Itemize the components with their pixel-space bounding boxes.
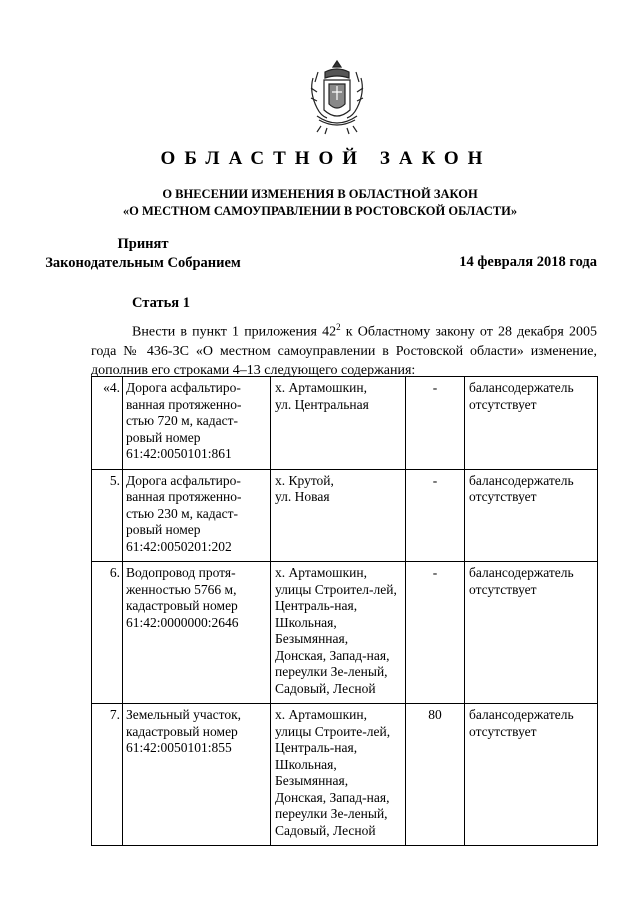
- address-line: х. Артамошкин, улицы Строите-лей, Централь-ная, Школьная, Безымянная, Донская, Запад-ная, переулки Зе-леный, Садовый, Лесной: [275, 707, 391, 838]
- table-row: [92, 562, 598, 704]
- balance-holder: балансодержатель отсутствует: [465, 469, 598, 562]
- address-line: ул. Центральная: [275, 396, 369, 412]
- adoption-label-line1: Принят: [117, 236, 169, 252]
- coat-of-arms-emblem: [305, 58, 369, 136]
- row-number: 6.: [92, 562, 123, 704]
- balance-holder: балансодержатель отсутствует: [465, 377, 598, 470]
- intro-superscript: 2: [336, 322, 341, 332]
- object-address: [271, 469, 406, 562]
- amendment-table: [91, 376, 598, 846]
- balance-holder: балансодержатель отсутствует: [465, 704, 598, 846]
- row-number: 7.: [92, 704, 123, 846]
- address-line: х. Артамошкин, улицы Строител-лей, Централь-ная, Школьная, Безымянная, Донская, Запад-ная, переулки Зе-леный, Садовый, Лесной: [275, 565, 397, 696]
- adoption-date: 14 февраля 2018 года: [459, 254, 597, 270]
- table-row: [92, 377, 598, 470]
- intro-part2: к Областному закону от 28 декабря 2005 года № 436-ЗС «О местном самоуправлении в Ростовской области» изменение, дополнив его строками 4–13 следующего содержания:: [91, 324, 597, 378]
- object-description: Дорога асфальтиро-ванная протяженно-стью 720 м, кадаст-ровый номер 61:42:0050101:861: [123, 377, 271, 470]
- row-number: «4.: [92, 377, 123, 470]
- object-value: -: [406, 377, 465, 470]
- object-value: -: [406, 469, 465, 562]
- address-line: ул. Новая: [275, 489, 330, 504]
- article-heading: Статья 1: [132, 295, 190, 311]
- object-address: [271, 377, 406, 470]
- address-line: х. Артамошкин,: [275, 380, 367, 395]
- object-address: [271, 562, 406, 704]
- object-description: Водопровод протя-женностью 5766 м, кадастровый номер 61:42:0000000:2646: [123, 562, 271, 704]
- law-title: ОБЛАСТНОЙ ЗАКОН: [160, 148, 492, 169]
- law-subtitle-line2: «О МЕСТНОМ САМОУПРАВЛЕНИИ В РОСТОВСКОЙ ОБЛАСТИ»: [122, 204, 518, 218]
- object-value: -: [406, 562, 465, 704]
- address-line: х. Крутой,: [275, 472, 334, 488]
- row-number: 5.: [92, 469, 123, 562]
- balance-holder: балансодержатель отсутствует: [465, 562, 598, 704]
- article-intro: [91, 318, 597, 380]
- table-row: [92, 469, 598, 562]
- law-subtitle-line1: О ВНЕСЕНИИ ИЗМЕНЕНИЯ В ОБЛАСТНОЙ ЗАКОН: [162, 187, 478, 201]
- object-description: Дорога асфальтиро-ванная протяженно-стью 230 м, кадаст-ровый номер 61:42:0050201:202: [123, 469, 271, 562]
- adoption-label: [0, 235, 286, 273]
- adoption-label-line2: Законодательным Собранием: [45, 255, 241, 271]
- object-description: Земельный участок, кадастровый номер 61:42:0050101:855: [123, 704, 271, 846]
- object-address: [271, 704, 406, 846]
- object-value: 80: [406, 704, 465, 846]
- intro-part1: Внести в пункт 1 приложения 42: [132, 324, 337, 340]
- table-row: [92, 704, 598, 846]
